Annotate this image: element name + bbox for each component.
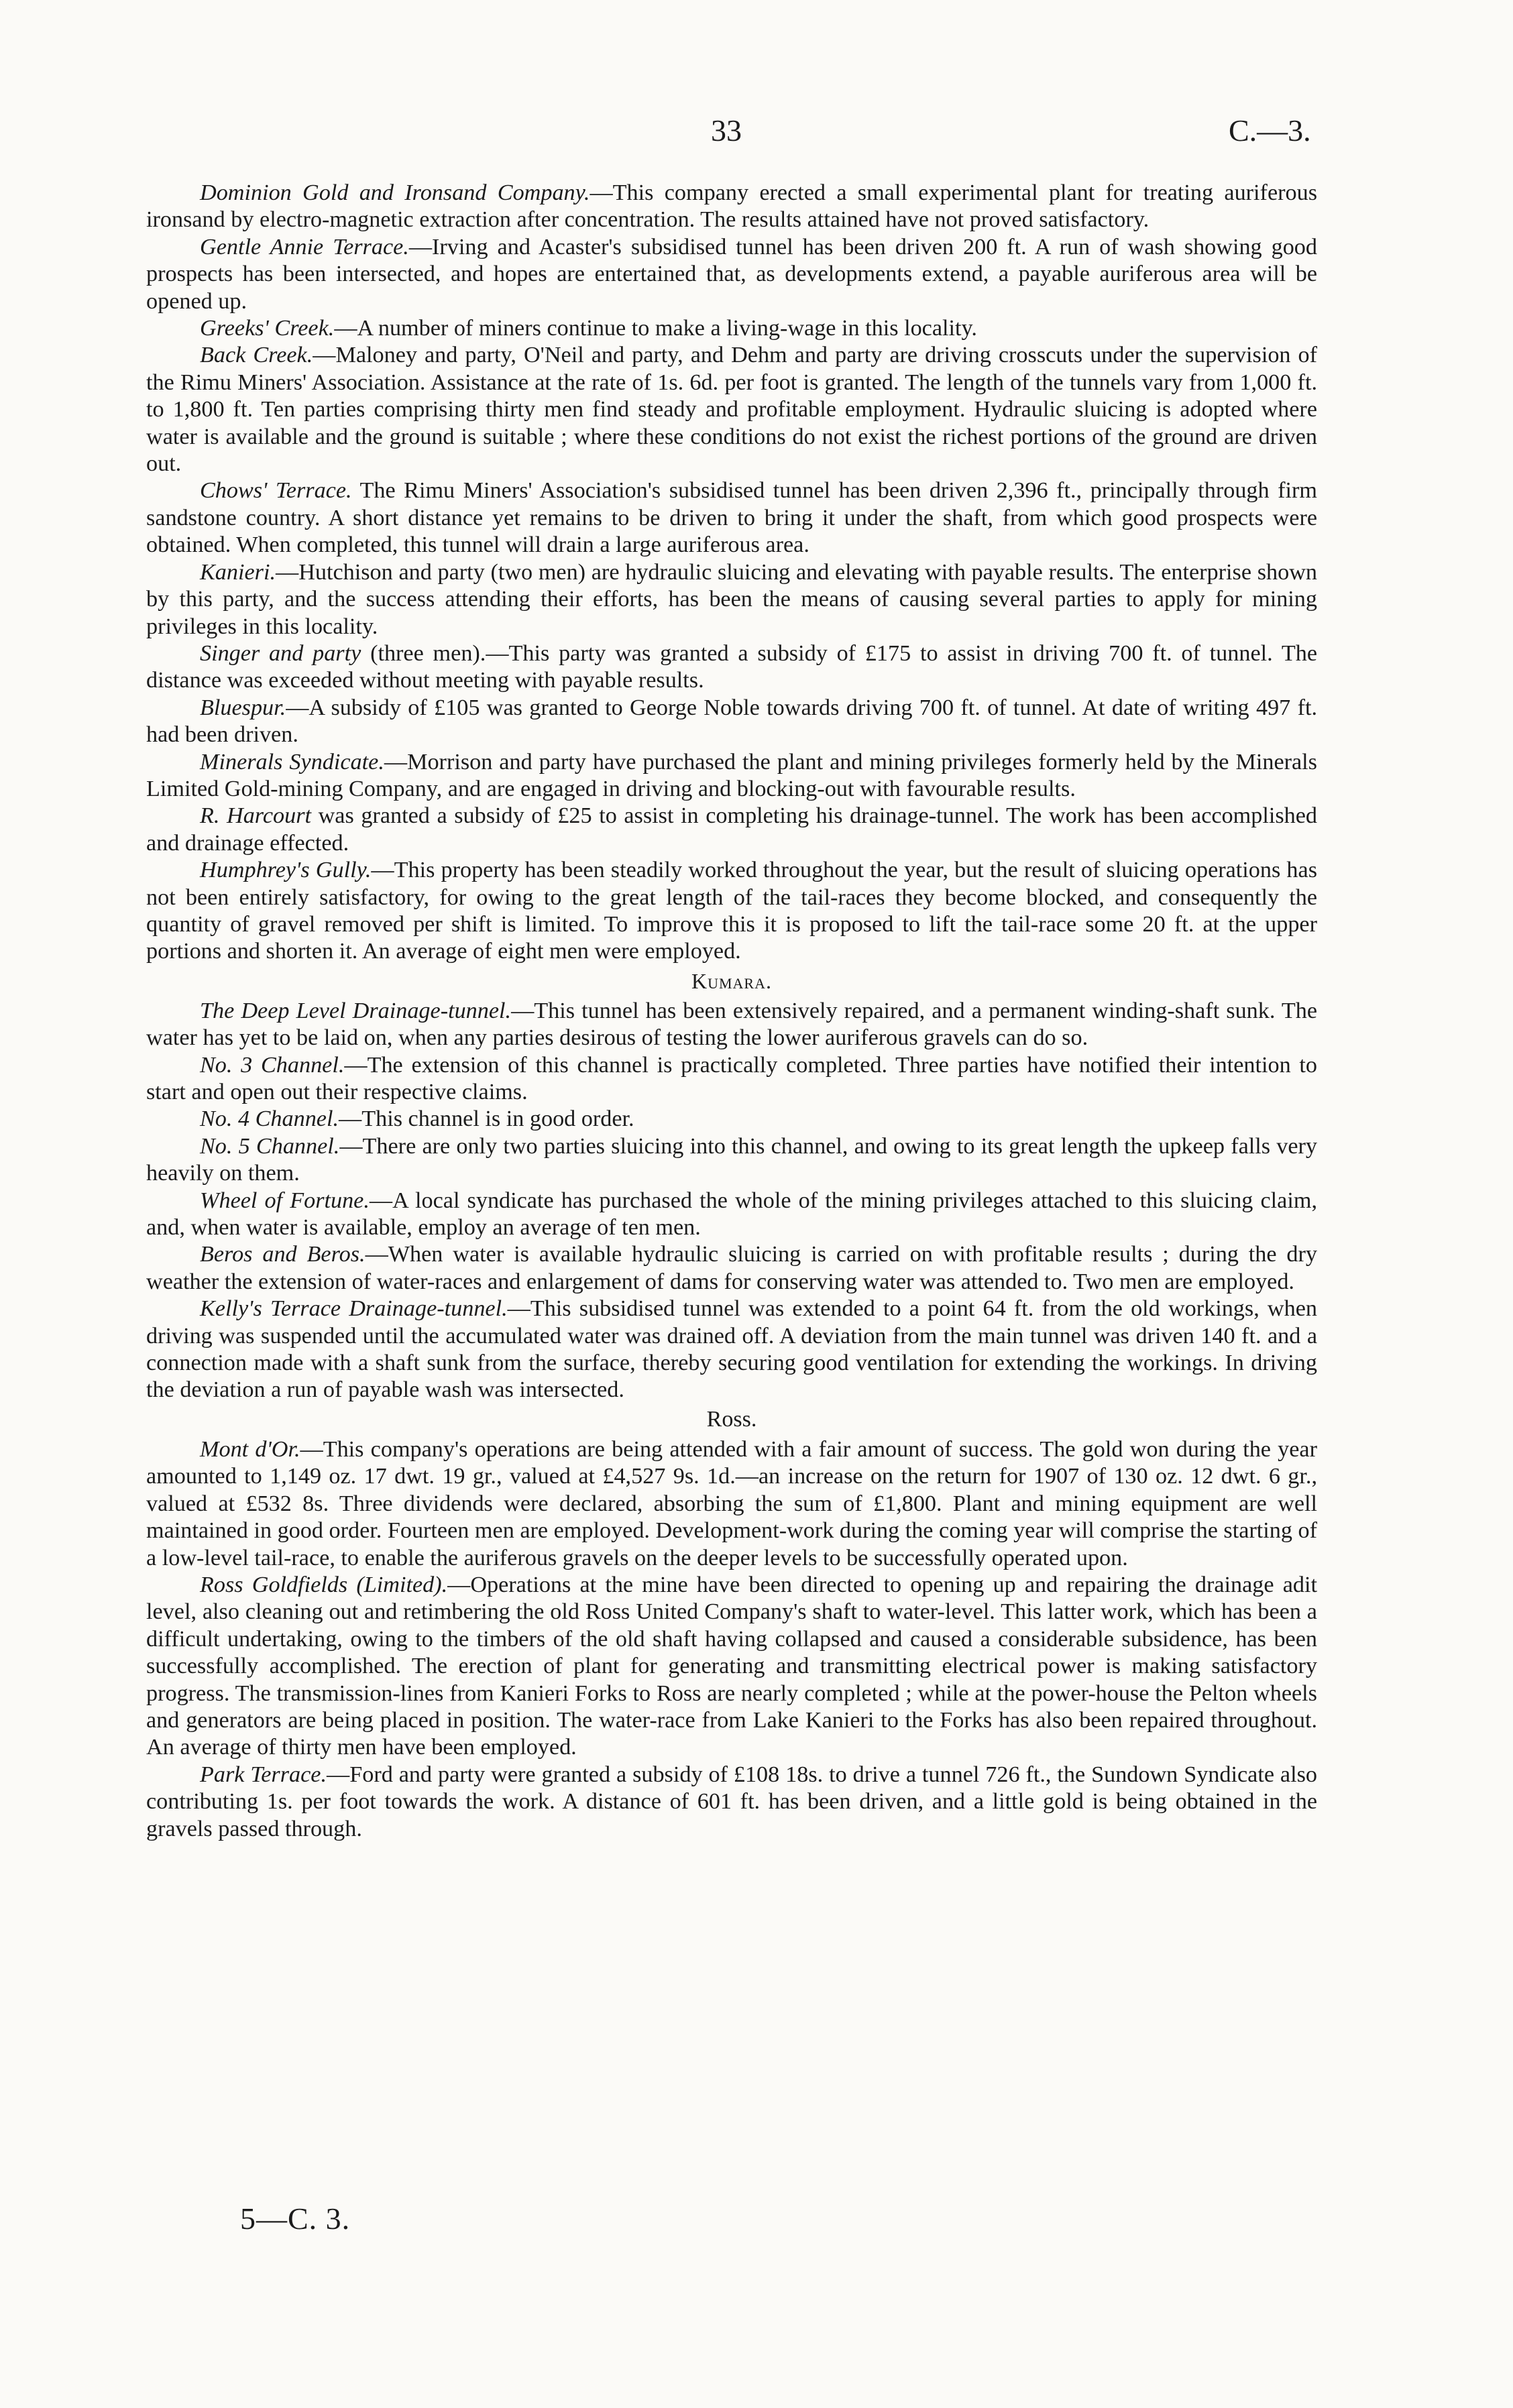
paragraph-text: —Irving and Acaster's subsidised tunnel has been driven 200 ft. A run of wash showing good prospects has been intersected, and hopes are entertained that, as developments extend, a payable auriferous area will be opened up. (146, 234, 1317, 314)
paragraph-beros (146, 1241, 1317, 1296)
page-number: 33 (711, 113, 742, 148)
paragraph-r-harcourt (146, 803, 1317, 857)
paragraph-text: —This company's operations are being attended with a fair amount of success. The gold won during the year amounted to 1,149 oz. 17 dwt. 19 gr., valued at £4,527 9s. 1d.—an increase on the return for 1907 of 130 oz. 12 dwt. 6 gr., valued at £532 8s. Three dividends were declared, absorbing the sum of £1,800. Plant and mining equipment are well maintained in good order. Fourteen men are employed. Development-work during the coming year will comprise the starting of a low-level tail-race, to enable the auriferous gravels on the deeper levels to be successfully operated upon. (146, 1436, 1317, 1570)
paragraph-no3-channel (146, 1052, 1317, 1106)
paragraph-text: —Ford and party were granted a subsidy of £108 18s. to drive a tunnel 726 ft., the Sundown Syndicate also contributing 1s. per foot towards the work. A distance of 601 ft. has been driven, and a little gold is being obtained in the gravels passed through. (146, 1762, 1317, 1841)
paragraph-lead: Ross Goldfields (Limited). (200, 1572, 448, 1597)
paragraph-lead: Humphrey's Gully. (200, 858, 372, 883)
paragraph-lead: No. 4 Channel. (200, 1106, 339, 1132)
paragraph-text: —This tunnel has been extensively repaired, and a permanent winding-shaft sunk. The water has yet to be laid on, when any parties desirous of testing the lower auriferous gravels can do so. (146, 998, 1317, 1051)
paragraph-kanieri (146, 559, 1317, 640)
paragraph-dominion-gold (146, 180, 1317, 234)
paragraph-ross-goldfields (146, 1572, 1317, 1762)
paragraph-text: —Hutchison and party (two men) are hydraulic sluicing and elevating with payable results. The enterprise shown by this party, and the success attending their efforts, has been the means of causing several parties to apply for mining privileges in this locality. (146, 559, 1317, 639)
paragraph-singer-party (146, 640, 1317, 695)
paragraph-text: —Morrison and party have purchased the plant and mining privileges formerly held by the Minerals Limited Gold-mining Company, and are engaged in driving and blocking-out with favourable results. (146, 749, 1317, 801)
paragraph-text: was granted a subsidy of £25 to assist in completing his drainage-tunnel. The work has been accomplished and drainage effected. (146, 803, 1317, 856)
paragraph-text: —This company erected a small experimental plant for treating auriferous ironsand by electro-magnetic extraction after concentration. The results attained have not proved satisfactory. (146, 180, 1317, 233)
paragraph-no4-channel (146, 1106, 1317, 1133)
paragraph-humphreys-gully (146, 857, 1317, 966)
paragraph-lead: No. 5 Channel. (200, 1133, 340, 1159)
signature-mark: 5—C. 3. (240, 2201, 351, 2236)
paragraph-lead: Dominion Gold and Ironsand Company. (200, 180, 590, 205)
paragraph-lead: Chows' Terrace. (200, 478, 352, 504)
paragraph-text: —Maloney and party, O'Neil and party, and Dehm and party are driving crosscuts under the supervision of the Rimu Miners' Association. Assistance at the rate of 1s. 6d. per foot is granted. The length of the tunnels vary from 1,000 ft. to 1,800 ft. Ten parties comprising thirty men find steady and profitable employment. Hydraulic sluicing is adopted where water is available and the ground is suitable ; where these conditions do not exist the richest portions of the ground are driven out. (146, 343, 1318, 477)
paragraph-lead: Mont d'Or. (200, 1436, 300, 1462)
paragraph-text: —Operations at the mine have been directed to opening up and repairing the drainage adit level, also cleaning out and retimbering the old Ross United Company's shaft to water-level. This latter work, which has been a difficult undertaking, owing to the timbers of the old shaft having collapsed and caused a considerable subsidence, has been successfully accomplished. The erection of plant for generating and transmitting electrical power is making satisfactory progress. The transmission-lines from Kanieri Forks to Ross are nearly completed ; while at the power-house the Pelton wheels and generators are being placed in position. The water-race from Lake Kanieri to the Forks has also been repaired throughout. An average of thirty men have been employed. (146, 1572, 1317, 1760)
paragraph-back-creek (146, 342, 1317, 477)
paragraph-lead: Park Terrace. (200, 1762, 327, 1787)
paragraph-text: (three men).—This party was granted a subsidy of £175 to assist in driving 700 ft. of tunnel. The distance was exceeded without meeting with payable results. (146, 640, 1317, 693)
paragraph-text: —The extension of this channel is practically completed. Three parties have notified their intention to start and open out their respective claims. (146, 1052, 1317, 1104)
document-code: C.—3. (1229, 113, 1311, 148)
paragraph-lead: Back Creek. (200, 343, 313, 368)
paragraph-lead: The Deep Level Drainage-tunnel. (200, 998, 512, 1023)
paragraph-text: —This subsidised tunnel was extended to a point 64 ft. from the old workings, when driving was suspended until the accumulated water was drained off. A deviation from the main tunnel was driven 140 ft. and a connection made with a shaft sunk from the surface, thereby securing good ventilation for extending the workings. In driving the deviation a run of payable wash was intersected. (146, 1296, 1317, 1403)
paragraph-park-terrace (146, 1762, 1317, 1843)
paragraph-lead: Wheel of Fortune. (200, 1188, 370, 1213)
section-heading-kumara: Kumara. (691, 968, 772, 993)
paragraph-bluespur (146, 695, 1317, 749)
paragraph-lead: Greeks' Creek. (200, 316, 335, 341)
paragraph-deep-level-tunnel (146, 998, 1317, 1052)
paragraph-text: The Rimu Miners' Association's subsidised tunnel has been driven 2,396 ft., principally through firm sandstone country. A short distance yet remains to be driven to bring it under the shaft, from which good prospects were obtained. When completed, this tunnel will drain a large auriferous area. (146, 478, 1317, 558)
paragraph-lead: Bluespur. (200, 695, 286, 720)
paragraph-lead: No. 3 Channel. (200, 1052, 345, 1078)
report-body (146, 180, 1317, 1843)
paragraph-gentle-annie (146, 234, 1317, 315)
paragraph-lead: Gentle Annie Terrace. (200, 234, 409, 260)
paragraph-text: —When water is available hydraulic sluicing is carried on with profitable results ; during the dry weather the extension of water-races and enlargement of dams for conserving water was attended to. Two men are employed. (146, 1242, 1317, 1294)
paragraph-kellys-terrace (146, 1296, 1317, 1404)
paragraph-text: —A local syndicate has purchased the whole of the mining privileges attached to this sluicing claim, and, when water is available, employ an average of ten men. (146, 1188, 1317, 1241)
paragraph-text: —This property has been steadily worked throughout the year, but the result of sluicing operations has not been entirely satisfactory, for owing to the great length of the tail-races they become blocked, and consequently the quantity of gravel removed per shift is limited. To improve this it is proposed to lift the tail-race some 20 ft. at the upper portions and shorten it. An average of eight men were employed. (146, 858, 1317, 964)
paragraph-chows-terrace (146, 477, 1317, 559)
paragraph-minerals-syndicate (146, 749, 1317, 803)
paragraph-lead: R. Harcourt (200, 803, 311, 829)
paragraph-mont-dor (146, 1436, 1317, 1572)
paragraph-wheel-of-fortune (146, 1188, 1317, 1242)
paragraph-greeks-creek (146, 315, 1317, 342)
paragraph-text: —This channel is in good order. (339, 1106, 634, 1132)
paragraph-lead: Singer and party (200, 640, 361, 666)
paragraph-lead: Minerals Syndicate. (200, 749, 384, 775)
paragraph-no5-channel (146, 1133, 1317, 1188)
section-heading-ross: Ross. (706, 1406, 757, 1432)
paragraph-lead: Beros and Beros. (200, 1242, 366, 1267)
paragraph-lead: Kelly's Terrace Drainage-tunnel. (200, 1296, 508, 1322)
paragraph-text: —There are only two parties sluicing into this channel, and owing to its great length the upkeep falls very heavily on them. (146, 1133, 1317, 1186)
paragraph-text: —A number of miners continue to make a living-wage in this locality. (334, 316, 977, 341)
paragraph-lead: Kanieri. (200, 559, 276, 585)
paragraph-text: —A subsidy of £105 was granted to George Noble towards driving 700 ft. of tunnel. At date of writing 497 ft. had been driven. (146, 695, 1317, 748)
